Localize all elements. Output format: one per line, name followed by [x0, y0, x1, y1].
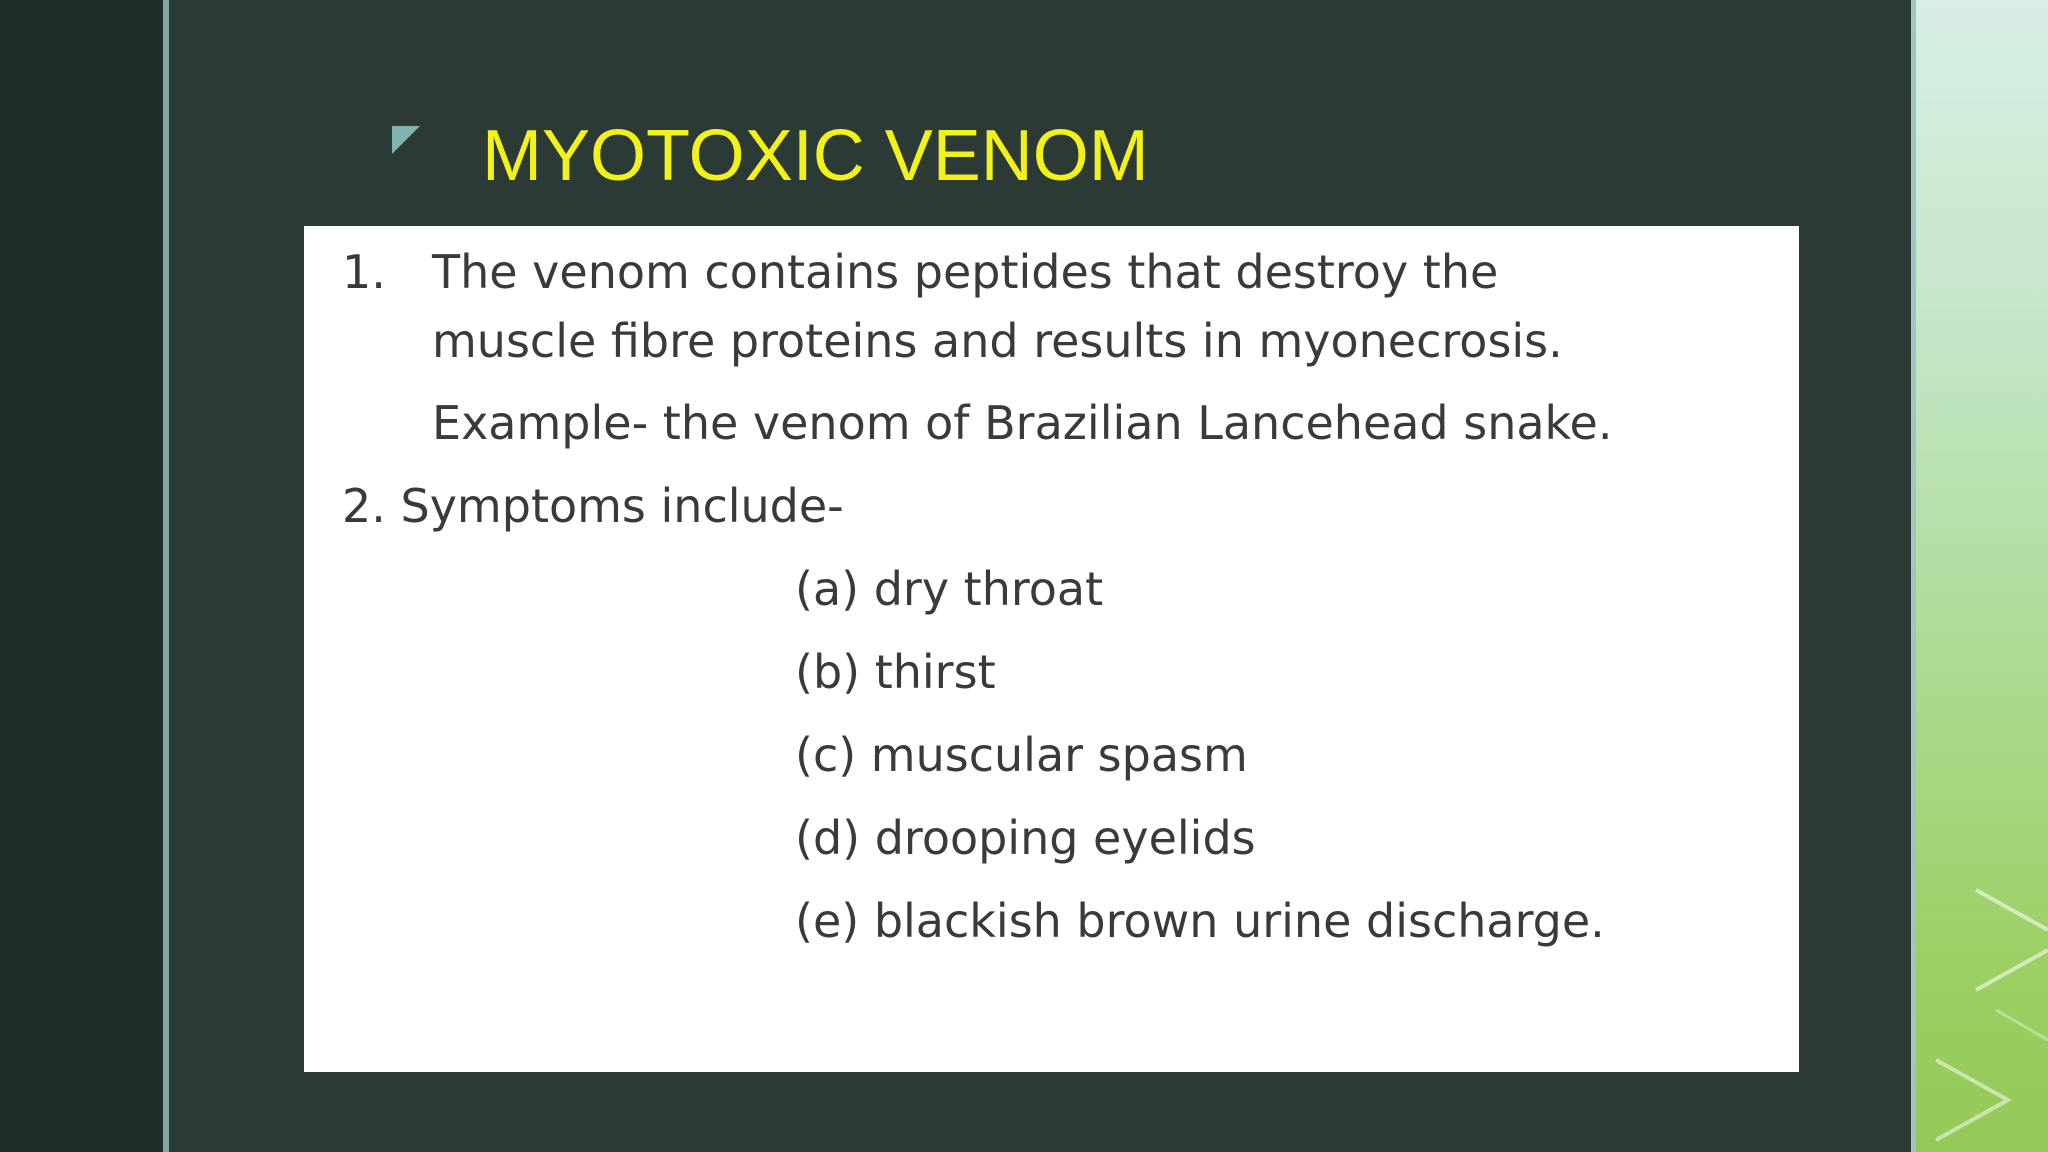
corner-triangle-icon: [392, 126, 420, 154]
symptom-item: (a) dry throat: [795, 562, 1104, 616]
left-margin-band: [0, 0, 163, 1152]
example-text: Example- the venom of Brazilian Lancehead snake.: [432, 396, 1613, 450]
symptom-item: (b) thirst: [795, 645, 996, 699]
point-1-line-2: muscle fibre proteins and results in myonecrosis.: [432, 314, 1563, 368]
point-1-line-1: The venom contains peptides that destroy the: [432, 245, 1499, 299]
symptom-item: (c) muscular spasm: [795, 728, 1248, 782]
content-box: [304, 226, 1799, 1072]
slide-title: MYOTOXIC VENOM: [482, 116, 1149, 196]
chevron-pattern-icon: [1916, 0, 2048, 1152]
symptom-item: (e) blackish brown urine discharge.: [795, 894, 1605, 948]
right-decorative-band: [1916, 0, 2048, 1152]
point-1-number: 1.: [342, 245, 386, 299]
point-2-heading: 2. Symptoms include-: [342, 479, 844, 533]
symptom-item: (d) drooping eyelids: [795, 811, 1256, 865]
